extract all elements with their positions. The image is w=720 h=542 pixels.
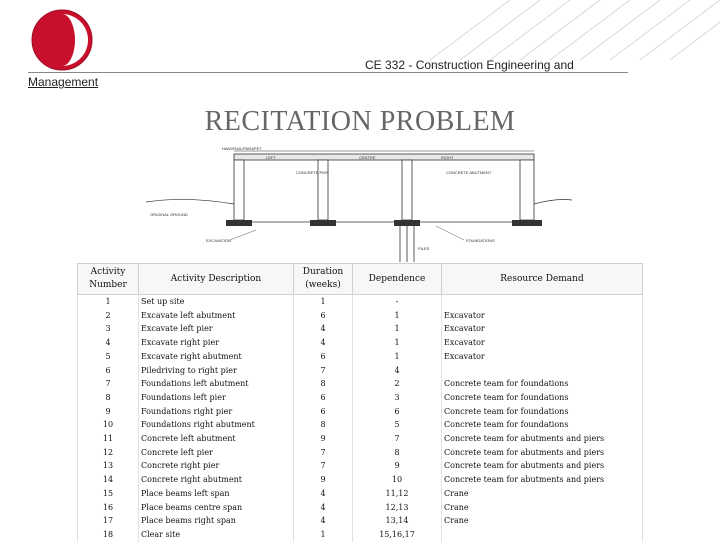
label-excavation: EXCAVATION: [206, 238, 231, 243]
university-logo: [30, 8, 94, 72]
label-left-beam: LEFT: [266, 155, 276, 160]
cell-duration: 7: [294, 459, 353, 473]
cell-resource-demand: Excavator: [442, 322, 643, 336]
cell-activity-number: 15: [78, 487, 139, 501]
cell-activity-description: Foundations right pier: [139, 405, 294, 419]
cell-resource-demand: Crane: [442, 501, 643, 515]
cell-duration: 8: [294, 418, 353, 432]
cell-activity-number: 10: [78, 418, 139, 432]
cell-dependence: 13,14: [353, 514, 442, 528]
label-original-ground: ORIGINAL GROUND: [150, 212, 188, 217]
cell-dependence: 11,12: [353, 487, 442, 501]
cell-resource-demand: Concrete team for abutments and piers: [442, 432, 643, 446]
cell-resource-demand: Crane: [442, 487, 643, 501]
cell-dependence: 2: [353, 377, 442, 391]
cell-activity-description: Place beams right span: [139, 514, 294, 528]
cell-duration: 1: [294, 528, 353, 542]
cell-resource-demand: Concrete team for foundations: [442, 418, 643, 432]
cell-resource-demand: Concrete team for foundations: [442, 391, 643, 405]
table-row: [78, 377, 643, 391]
cell-activity-description: Concrete left pier: [139, 446, 294, 460]
cell-duration: 6: [294, 405, 353, 419]
cell-dependence: 15,16,17: [353, 528, 442, 542]
cell-activity-number: 7: [78, 377, 139, 391]
cell-activity-number: 17: [78, 514, 139, 528]
table-row: [78, 487, 643, 501]
cell-dependence: 7: [353, 432, 442, 446]
cell-activity-number: 11: [78, 432, 139, 446]
label-concrete-pier: CONCRETE PIER: [296, 170, 329, 175]
table-row: [78, 473, 643, 487]
decorative-stripes: [420, 0, 720, 60]
table-row: [78, 432, 643, 446]
cell-activity-number: 6: [78, 364, 139, 378]
label-right-beam: RIGHT: [441, 155, 454, 160]
cell-resource-demand: Crane: [442, 514, 643, 528]
cell-activity-number: 2: [78, 309, 139, 323]
cell-activity-description: Excavate right pier: [139, 336, 294, 350]
cell-duration: 4: [294, 322, 353, 336]
table-row: [78, 459, 643, 473]
cell-activity-description: Place beams left span: [139, 487, 294, 501]
cell-resource-demand: [442, 295, 643, 309]
cell-resource-demand: Excavator: [442, 350, 643, 364]
cell-duration: 4: [294, 514, 353, 528]
cell-activity-description: Concrete left abutment: [139, 432, 294, 446]
table-row: [78, 405, 643, 419]
cell-duration: 6: [294, 309, 353, 323]
cell-activity-number: 1: [78, 295, 139, 309]
cell-resource-demand: Concrete team for abutments and piers: [442, 459, 643, 473]
table-row: [78, 501, 643, 515]
cell-duration: 6: [294, 391, 353, 405]
header-activity-description: Activity Description: [139, 264, 294, 295]
cell-dependence: 3: [353, 391, 442, 405]
table-row: [78, 391, 643, 405]
cell-resource-demand: Excavator: [442, 309, 643, 323]
activity-table: [77, 263, 643, 542]
cell-dependence: 12,13: [353, 501, 442, 515]
cell-duration: 9: [294, 473, 353, 487]
table-row: [78, 514, 643, 528]
table-row: [78, 295, 643, 309]
label-foundations: FOUNDATIONS: [466, 238, 495, 243]
course-title: CE 332 - Construction Engineering and: [365, 58, 574, 72]
cell-activity-description: Foundations left pier: [139, 391, 294, 405]
page-title: RECITATION PROBLEM: [204, 106, 516, 137]
cell-activity-description: Piledriving to right pier: [139, 364, 294, 378]
cell-dependence: 9: [353, 459, 442, 473]
cell-activity-description: Place beams centre span: [139, 501, 294, 515]
cell-resource-demand: Concrete team for abutments and piers: [442, 473, 643, 487]
cell-activity-number: 4: [78, 336, 139, 350]
cell-duration: 9: [294, 432, 353, 446]
cell-dependence: 10: [353, 473, 442, 487]
label-centre-beam: CENTRE: [359, 155, 376, 160]
cell-activity-number: 14: [78, 473, 139, 487]
label-concrete-abutment: CONCRETE ABUTMENT: [446, 170, 492, 175]
cell-activity-number: 18: [78, 528, 139, 542]
table-row: [78, 350, 643, 364]
cell-dependence: 6: [353, 405, 442, 419]
header-resource-demand: Resource Demand: [442, 264, 643, 295]
cell-activity-description: Excavate left abutment: [139, 309, 294, 323]
cell-dependence: 1: [353, 350, 442, 364]
cell-dependence: 4: [353, 364, 442, 378]
cell-resource-demand: [442, 364, 643, 378]
cell-activity-description: Excavate right abutment: [139, 350, 294, 364]
header-duration: Duration (weeks): [294, 264, 353, 295]
header-divider: [28, 72, 628, 73]
cell-duration: 4: [294, 501, 353, 515]
cell-dependence: 8: [353, 446, 442, 460]
cell-duration: 6: [294, 350, 353, 364]
cell-activity-description: Foundations right abutment: [139, 418, 294, 432]
cell-resource-demand: Concrete team for foundations: [442, 405, 643, 419]
cell-resource-demand: Excavator: [442, 336, 643, 350]
cell-activity-number: 8: [78, 391, 139, 405]
cell-dependence: 5: [353, 418, 442, 432]
cell-activity-description: Excavate left pier: [139, 322, 294, 336]
cell-resource-demand: Concrete team for foundations: [442, 377, 643, 391]
course-title-continued: Management: [28, 75, 99, 89]
cell-duration: 8: [294, 377, 353, 391]
cell-duration: 7: [294, 364, 353, 378]
table-row: [78, 418, 643, 432]
cell-activity-description: Concrete right pier: [139, 459, 294, 473]
table-row: [78, 336, 643, 350]
cell-activity-description: Set up site: [139, 295, 294, 309]
cell-dependence: 1: [353, 336, 442, 350]
cell-resource-demand: Concrete team for abutments and piers: [442, 446, 643, 460]
cell-duration: 4: [294, 336, 353, 350]
cell-activity-description: Foundations left abutment: [139, 377, 294, 391]
header-dependence: Dependence: [353, 264, 442, 295]
table-row: [78, 309, 643, 323]
label-piles: PILES: [418, 246, 430, 251]
cell-activity-number: 5: [78, 350, 139, 364]
cell-duration: 4: [294, 487, 353, 501]
label-handrail: HANDRAIL/PARAPET: [222, 146, 262, 151]
bridge-diagram: [146, 138, 572, 262]
cell-dependence: 1: [353, 322, 442, 336]
table-row: [78, 364, 643, 378]
table-row: [78, 322, 643, 336]
cell-activity-description: Clear site: [139, 528, 294, 542]
cell-activity-number: 12: [78, 446, 139, 460]
table-header-row: [78, 264, 643, 295]
table-row: [78, 446, 643, 460]
header-activity-number: Activity Number: [78, 264, 139, 295]
cell-dependence: 1: [353, 309, 442, 323]
cell-dependence: -: [353, 295, 442, 309]
cell-activity-number: 9: [78, 405, 139, 419]
cell-activity-number: 16: [78, 501, 139, 515]
cell-activity-description: Concrete right abutment: [139, 473, 294, 487]
cell-activity-number: 13: [78, 459, 139, 473]
cell-duration: 1: [294, 295, 353, 309]
cell-duration: 7: [294, 446, 353, 460]
cell-activity-number: 3: [78, 322, 139, 336]
